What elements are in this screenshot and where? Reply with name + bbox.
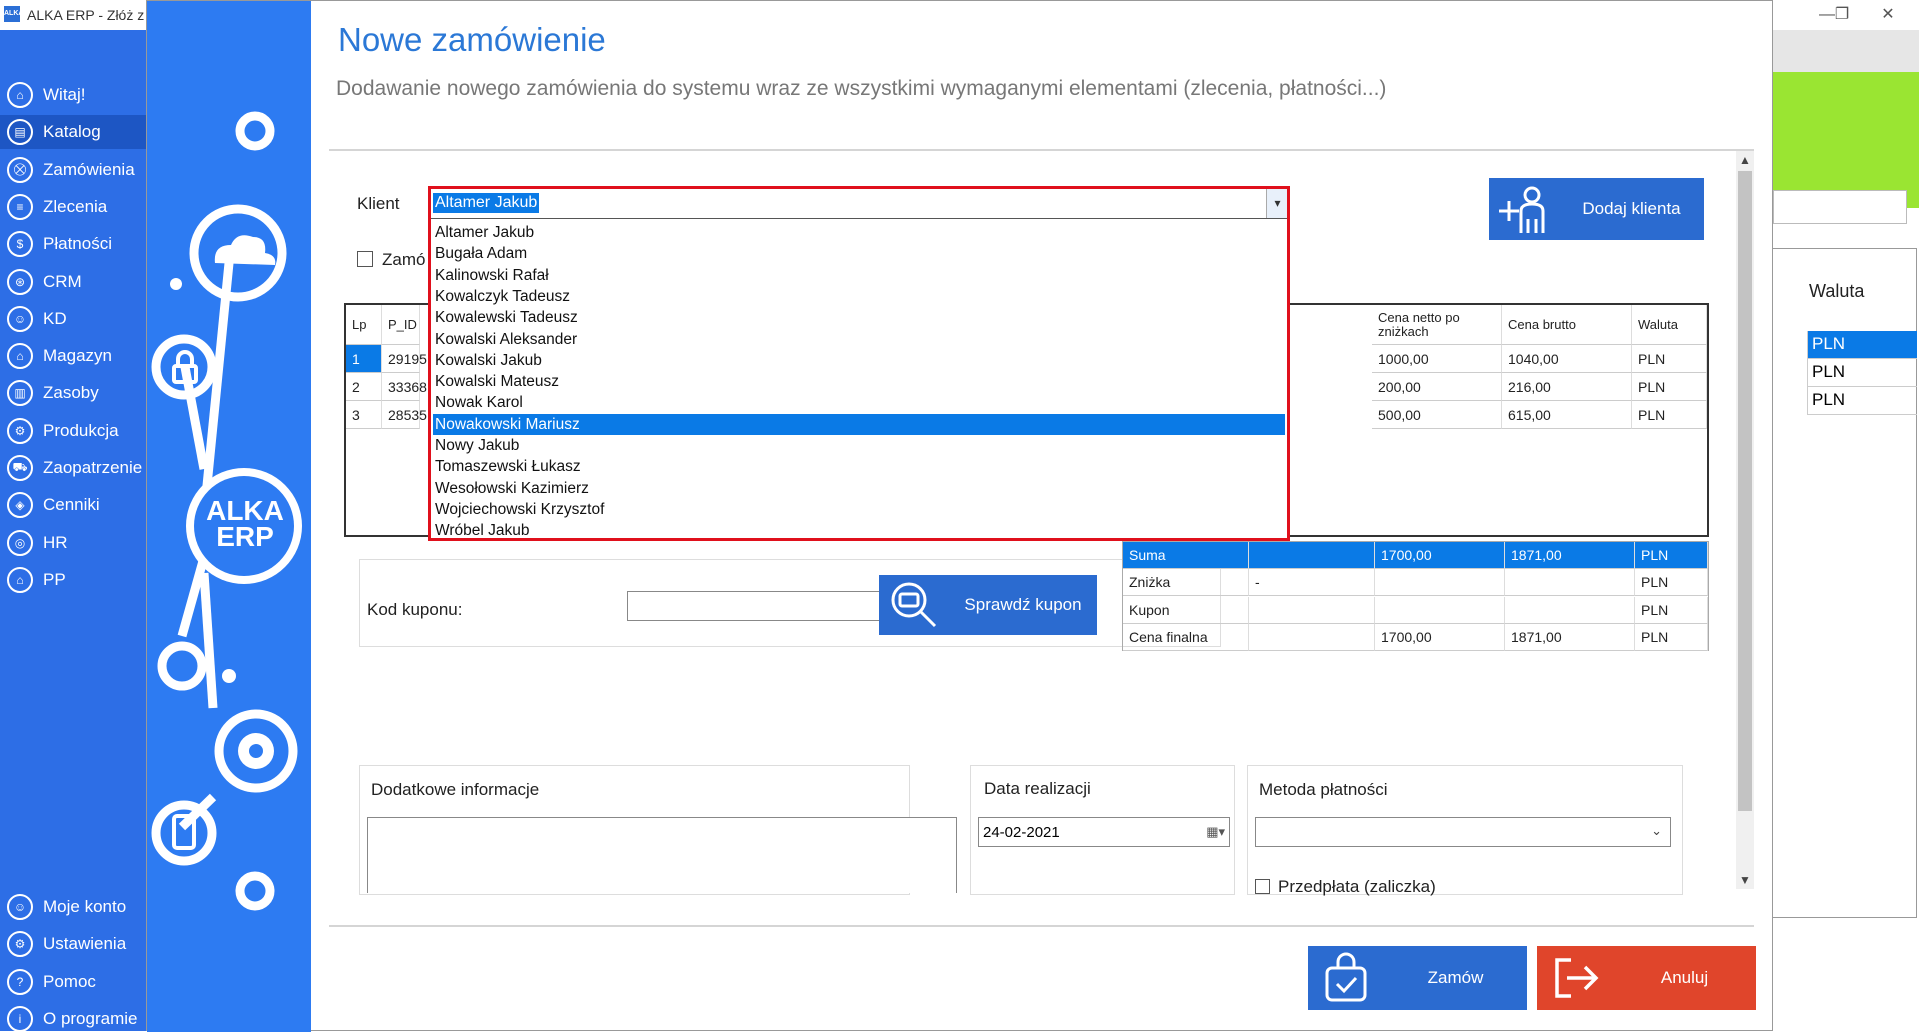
main-sidebar [0, 30, 146, 1031]
table-row-pid[interactable]: 33368 [382, 373, 420, 401]
close-button[interactable]: ✕ [1881, 6, 1895, 23]
book-icon: ▤ [7, 119, 33, 145]
home-icon: ⌂ [7, 82, 33, 108]
add-client-button[interactable] [1489, 178, 1704, 240]
sidebar-item-pp[interactable] [0, 563, 146, 597]
table-row-lp[interactable]: 2 [346, 373, 382, 401]
new-order-dialog [146, 0, 1773, 1031]
column-header-lp: Lp [346, 305, 382, 345]
sidebar-item-label: Produkcja [43, 420, 119, 440]
banner-logo [197, 495, 293, 552]
table-row-currency[interactable]: PLN [1632, 373, 1707, 401]
table-row-net[interactable]: 500,00 [1372, 401, 1502, 429]
scroll-down-icon[interactable]: ▼ [1739, 873, 1751, 887]
dialog-banner [147, 1, 311, 1032]
summary-cell-label: Suma [1123, 542, 1249, 569]
background-toolbar [1773, 30, 1919, 72]
table-row-net[interactable]: 200,00 [1372, 373, 1502, 401]
footer-divider [329, 925, 1754, 927]
date-value: 24-02-2021 [983, 824, 1060, 841]
summary-cell-col2 [1249, 597, 1375, 624]
summary-cell-currency: PLN [1635, 569, 1708, 596]
sidebar-item-label: CRM [43, 271, 82, 291]
background-table-cell[interactable]: PLN [1807, 359, 1917, 387]
calendar-icon[interactable]: ▦▾ [1206, 824, 1225, 839]
coupon-label: Kod kuponu: [367, 600, 463, 619]
sidebar-item-produkcja[interactable] [0, 414, 146, 448]
order-checkbox-label: Zamó [382, 250, 426, 269]
sidebar-item-o-programie[interactable] [0, 1002, 146, 1036]
order-checkbox[interactable] [357, 251, 373, 267]
sidebar-item-pomoc[interactable] [0, 965, 146, 999]
client-option[interactable]: Altamer Jakub [435, 224, 535, 241]
dialog-subtitle: Dodawanie nowego zamówienia do systemu wraz ze wszystkimi wymaganymi elementami (zlecenia, płatności...) [336, 77, 1387, 100]
prepayment-checkbox[interactable] [1255, 879, 1270, 894]
prepayment-label: Przedpłata (zaliczka) [1278, 877, 1436, 896]
sidebar-item-label: HR [43, 532, 68, 552]
summary-cell-col2 [1249, 624, 1375, 651]
client-option[interactable]: Kowalski Mateusz [435, 373, 560, 391]
user-icon: ☺ [7, 306, 33, 332]
pp-icon: ⌂ [7, 567, 33, 593]
shopping-bag-icon [1308, 946, 1384, 1010]
minimize-button[interactable]: — [1819, 6, 1835, 23]
client-dropdown-list[interactable] [429, 218, 1289, 540]
extra-info-label: Dodatkowe informacje [371, 780, 540, 799]
sidebar-item-crm[interactable] [0, 265, 146, 299]
client-option[interactable]: Nowakowski Mariusz [433, 414, 1285, 435]
sidebar-item-label: Zasoby [43, 383, 99, 403]
client-combobox[interactable] [429, 187, 1289, 219]
client-option[interactable]: Wróbel Jakub [435, 522, 530, 540]
table-row-currency[interactable]: PLN [1632, 401, 1707, 429]
dialog-title: Nowe zamówienie [338, 21, 606, 58]
sidebar-item-zamówienia[interactable] [0, 153, 146, 187]
add-user-icon [1489, 178, 1559, 240]
sidebar-item-witaj-[interactable] [0, 78, 146, 112]
cancel-button-label: Anuluj [1660, 968, 1709, 987]
client-option[interactable]: Tomaszewski Łukasz [435, 458, 581, 476]
summary-cell-label: Zniżka [1123, 569, 1249, 596]
summary-cell-label: Kupon [1123, 597, 1249, 624]
exit-icon [1537, 946, 1613, 1010]
background-search-field[interactable] [1773, 190, 1907, 224]
summary-cell-gross [1505, 597, 1635, 624]
hr-icon: ◎ [7, 530, 33, 556]
summary-cell-net [1375, 569, 1505, 596]
summary-cell-currency: PLN [1635, 597, 1708, 624]
order-button-label: Zamów [1427, 968, 1484, 987]
sidebar-item-zlecenia[interactable] [0, 190, 146, 224]
client-option[interactable]: Wojciechowski Krzysztof [435, 500, 605, 518]
resources-icon: ▥ [7, 380, 33, 406]
table-row-net[interactable]: 1000,00 [1372, 345, 1502, 373]
background-table-cell[interactable]: PLN [1807, 387, 1917, 415]
warehouse-icon: ⌂ [7, 343, 33, 369]
truck-icon: ⛟ [7, 455, 33, 481]
sidebar-item-label: PP [43, 569, 66, 589]
background-currency-header: Waluta [1809, 281, 1865, 301]
sidebar-item-label: Zaopatrzenie [43, 458, 143, 477]
sidebar-item-zaopatrzenie[interactable] [0, 451, 146, 485]
client-label: Klient [357, 194, 400, 213]
client-option[interactable]: Kowalczyk Tadeusz [435, 287, 570, 305]
list-icon: ≡ [7, 194, 33, 220]
cancel-button[interactable] [1537, 946, 1756, 1010]
client-option[interactable]: Kowalewski Tadeusz [435, 309, 578, 327]
chevron-down-icon[interactable]: ▾ [1266, 188, 1288, 218]
sidebar-item-magazyn[interactable] [0, 339, 146, 373]
background-right-panel [1773, 30, 1919, 1031]
coupon-search-icon [879, 575, 949, 635]
payment-label: Metoda płatności [1259, 780, 1388, 799]
summary-cell-col2: - [1249, 569, 1375, 596]
summary-cell-label: Cena finalna [1123, 624, 1249, 651]
sidebar-item-label: Zamówienia [43, 159, 135, 179]
table-row-gross[interactable]: 216,00 [1502, 373, 1632, 401]
sidebar-item-zasoby[interactable] [0, 376, 146, 410]
table-row-lp[interactable]: 1 [346, 345, 382, 373]
background-table [1773, 248, 1917, 918]
window-title: ALKA ERP - Złóż z [27, 7, 145, 23]
sidebar-item-label: Zlecenia [43, 196, 108, 216]
sidebar-item-label: KD [43, 308, 67, 328]
client-option[interactable]: Nowy Jakub [435, 437, 520, 454]
client-option[interactable]: Wesołowski Kazimierz [435, 479, 589, 497]
table-row-lp[interactable]: 3 [346, 401, 382, 429]
sidebar-item-label: Ustawienia [43, 934, 127, 954]
crm-icon: ⊛ [7, 269, 33, 295]
scroll-up-icon[interactable]: ▲ [1739, 153, 1751, 167]
dialog-vertical-scrollbar[interactable] [1736, 151, 1754, 889]
production-icon: ⚙ [7, 418, 33, 444]
payment-method-select[interactable] [1255, 817, 1671, 847]
sidebar-item-hr[interactable] [0, 526, 146, 560]
sidebar-item-label: Płatności [43, 234, 112, 254]
summary-cell-gross [1505, 569, 1635, 596]
summary-cell-gross: 1871,00 [1505, 624, 1635, 651]
client-option[interactable]: Nowak Karol [435, 394, 523, 412]
account-icon: ☺ [7, 894, 33, 920]
summary-table [1122, 541, 1709, 651]
table-row-gross[interactable]: 1040,00 [1502, 345, 1632, 373]
check-coupon-button[interactable] [879, 575, 1097, 635]
summary-cell-net: 1700,00 [1375, 542, 1505, 569]
summary-cell-currency: PLN [1635, 624, 1708, 651]
sidebar-item-moje-konto[interactable] [0, 890, 146, 924]
summary-cell-currency: PLN [1635, 542, 1708, 569]
tag-icon: ◈ [7, 492, 33, 518]
summary-cell-gross: 1871,00 [1505, 542, 1635, 569]
sidebar-item-label: Cenniki [43, 495, 100, 515]
sidebar-item-katalog[interactable] [0, 115, 146, 149]
background-green-panel [1773, 72, 1919, 208]
client-option[interactable]: Kalinowski Rafał [435, 266, 549, 284]
sidebar-item-label: Moje konto [43, 897, 127, 916]
table-row-gross[interactable]: 615,00 [1502, 401, 1632, 429]
title-divider [329, 149, 1754, 151]
column-header-gross-price: Cena brutto [1502, 305, 1632, 345]
banner-logo-line1: ALKA [206, 495, 284, 526]
client-option[interactable]: Kowalski Aleksander [435, 330, 578, 348]
sidebar-item-cenniki[interactable] [0, 488, 146, 522]
help-icon: ? [7, 969, 33, 995]
settings-icon: ⚙ [7, 931, 33, 957]
date-picker[interactable] [978, 817, 1230, 847]
restore-button[interactable]: ❐ [1834, 6, 1850, 23]
date-label: Data realizacji [984, 779, 1091, 798]
client-option[interactable]: Kowalski Jakub [435, 351, 542, 369]
sidebar-item-label: Witaj! [43, 85, 86, 104]
summary-cell-net: 1700,00 [1375, 624, 1505, 651]
client-selected-value: Altamer Jakub [435, 194, 538, 211]
sidebar-item-płatności[interactable] [0, 227, 146, 261]
sidebar-item-ustawienia[interactable] [0, 927, 146, 961]
column-header-pid: P_ID [382, 305, 420, 345]
column-header-net-price: Cena netto po zniżkach [1372, 305, 1502, 345]
table-row-pid[interactable]: 29195 [382, 345, 420, 373]
summary-cell-col2 [1249, 542, 1375, 569]
client-option[interactable]: Bugała Adam [435, 245, 528, 263]
dollar-icon: $ [7, 231, 33, 257]
background-table-cell[interactable]: PLN [1807, 331, 1917, 359]
add-client-label: Dodaj klienta [1582, 199, 1681, 218]
sidebar-item-label: O programie [43, 1008, 138, 1028]
banner-logo-line2: ERP [216, 521, 274, 552]
table-row-currency[interactable]: PLN [1632, 345, 1707, 373]
check-coupon-label: Sprawdź kupon [964, 595, 1082, 614]
app-logo-icon: ALKA [4, 6, 20, 22]
sidebar-item-kd[interactable] [0, 302, 146, 336]
sidebar-item-label: Magazyn [43, 346, 112, 366]
column-header-currency: Waluta [1632, 305, 1707, 345]
order-button[interactable] [1308, 946, 1527, 1010]
chevron-down-icon[interactable]: ⌄ [1651, 823, 1662, 838]
sidebar-item-label: Katalog [43, 122, 101, 142]
extra-info-textarea[interactable] [367, 817, 957, 893]
cart-icon: ⛒ [7, 157, 33, 183]
info-icon: i [7, 1006, 33, 1032]
summary-cell-net [1375, 597, 1505, 624]
scrollbar-thumb[interactable] [1738, 171, 1752, 811]
sidebar-item-label: Pomoc [43, 971, 96, 991]
table-row-pid[interactable]: 28535 [382, 401, 420, 429]
